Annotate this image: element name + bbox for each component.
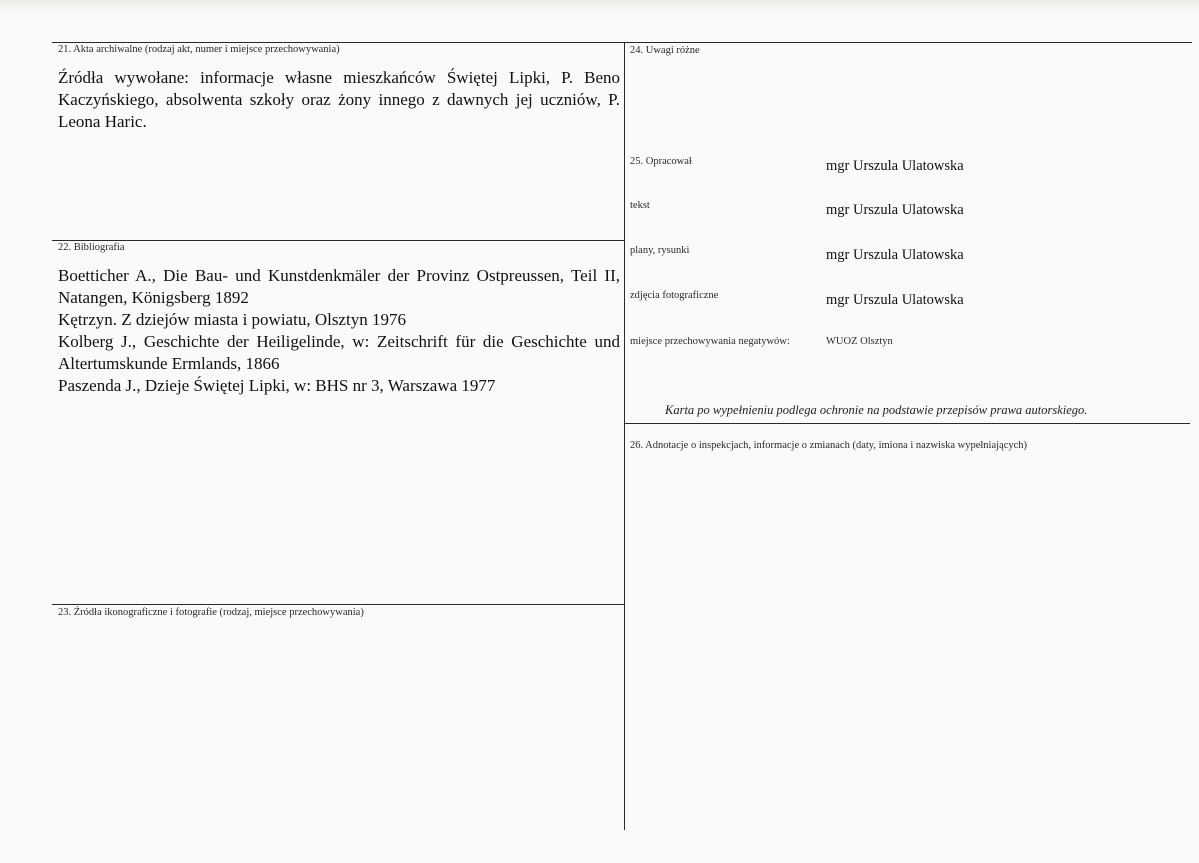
- section-22-label: 22. Bibliografia: [58, 242, 125, 253]
- scan-edge-shadow: [0, 0, 1199, 12]
- bibliography-entry: Kolberg J., Geschichte der Heiligelinde, w: Zeitschrift für die Geschichte und Altertumskunde Ermlands, 1866: [58, 332, 620, 373]
- divider-25-26: [624, 423, 1190, 424]
- section-26-label: 26. Adnotacje o inspekcjach, informacje o zmianach (daty, imiona i nazwiska wypełniających): [630, 440, 1028, 451]
- copyright-notice: Karta po wypełnieniu podlega ochronie na podstawie przepisów prawa autorskiego.: [665, 403, 1088, 417]
- plany-label: plany, rysunki: [630, 245, 690, 256]
- author-name: mgr Urszula Ulatowska: [826, 158, 964, 174]
- bibliography-list: [58, 265, 620, 397]
- bibliography-entry: Kętrzyn. Z dziejów miasta i powiatu, Olsztyn 1976: [58, 310, 406, 329]
- bibliography-entry: Paszenda J., Dzieje Świętej Lipki, w: BHS nr 3, Warszawa 1977: [58, 376, 496, 395]
- section-21-text: [58, 67, 620, 133]
- tekst-label: tekst: [630, 200, 650, 211]
- negatywy-location: WUOZ Olsztyn: [826, 336, 893, 347]
- negatywy-label: miejsce przechowywania negatywów:: [630, 336, 790, 347]
- plany-author: mgr Urszula Ulatowska: [826, 247, 964, 263]
- top-divider: [52, 42, 1192, 43]
- zdjecia-label: zdjęcia fotograficzne: [630, 290, 719, 301]
- zdjecia-author: mgr Urszula Ulatowska: [826, 292, 964, 308]
- divider-21-22: [52, 240, 624, 241]
- section-21-paragraph: Źródła wywołane: informacje własne mieszkańców Świętej Lipki, P. Beno Kaczyńskiego, absolwenta szkoły oraz żony innego z dawnych jej uczniów, P. Leona Haric.: [58, 68, 620, 131]
- section-24-label: 24. Uwagi różne: [630, 45, 700, 56]
- tekst-author: mgr Urszula Ulatowska: [826, 202, 964, 218]
- column-divider: [624, 42, 625, 830]
- divider-22-23: [52, 604, 624, 605]
- section-25-label: 25. Opracował: [630, 156, 692, 167]
- bibliography-entry: Boetticher A., Die Bau- und Kunstdenkmäler der Provinz Ostpreussen, Teil II, Natangen, Königsberg 1892: [58, 266, 620, 307]
- section-23-label: 23. Źródła ikonograficzne i fotografie (rodzaj, miejsce przechowywania): [58, 607, 364, 618]
- section-21-label: 21. Akta archiwalne (rodzaj akt, numer i miejsce przechowywania): [58, 44, 340, 55]
